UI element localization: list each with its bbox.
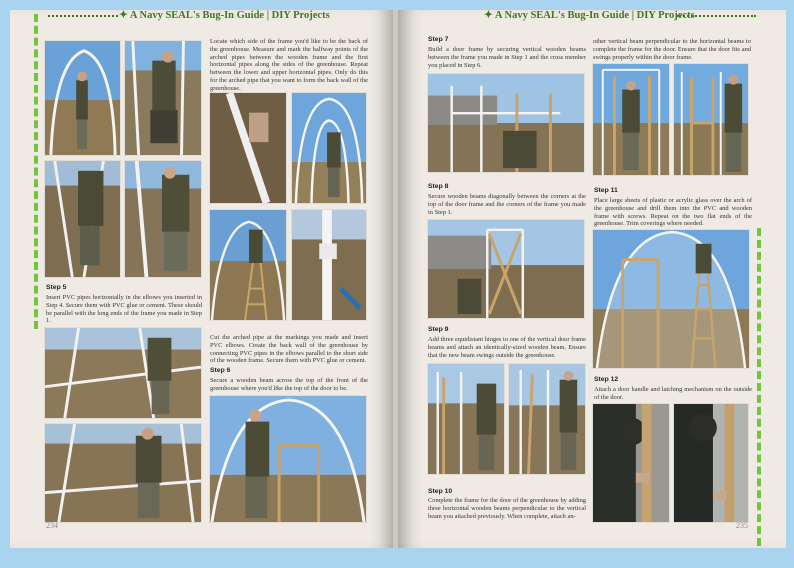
section-title: DIY Projects [636,10,695,21]
step6-title: Step 6 [210,367,231,374]
step5-text: Insert PVC pipes horizontally in the elbows you inserted in Step 4. Secure them with PVC glue or cement. These should be parallel with the long ends of the frame you made in Step 1. [46,294,202,325]
photo [592,229,750,369]
step11-title: Step 11 [594,187,618,194]
photo [209,209,287,321]
right-header: ✦ A Navy SEAL's Bug-In Guide | DIY Projects [484,10,695,21]
photo [592,63,670,176]
right-margin-rule [757,228,762,546]
photo [673,63,749,176]
photo [427,219,585,319]
book-title: A Navy SEAL's Bug-In Guide [494,10,630,21]
step7-text: Build a door frame by securing vertical wooden beams between the frame you made in Step 1 and the cross member you placed in Step 6. [428,46,586,69]
step5-title: Step 5 [46,284,67,291]
photo [44,423,202,523]
step8-text: Secure wooden beams diagonally between the corners at the top of the door frame and the corners of the frame you made in Step 1. [428,193,586,216]
left-header-dots [48,15,118,17]
photo [124,40,202,156]
step10-text: Complete the frame for the door of the greenhouse by adding three horizontal wooden beams perpendicular to the vertical beam you attached previously. When complete, attach an- [428,497,586,520]
page-number-right: 235 [736,521,748,530]
step11-text: Place large sheets of plastic or acrylic glass over the arch of the greenhouse and drill them into the PVC and wooden frame with screws. Repeat on the two flat ends of the greenhouse. Trim coverings where needed. [594,197,752,228]
photo [673,403,749,523]
photo [209,92,287,204]
photo [592,403,670,523]
step12-title: Step 12 [594,376,619,383]
photo [291,209,367,321]
step6-text: Secure a wooden beam across the top of the front of the greenhouse where you'd like the top of the door to be. [210,377,368,392]
step9-text: Add three equidistant hinges to one of the vertical door frame beams and attach an identically-sized wooden beam. Ensure that the new beam swings outside the greenhouse. [428,336,586,359]
photo [209,395,367,523]
photo [44,327,202,419]
photo [427,363,505,475]
header-star-icon: ✦ [119,10,128,21]
photo [427,73,585,173]
book-title: A Navy SEAL's Bug-In Guide [129,10,265,21]
photo [291,92,367,204]
left-margin-rule [34,14,39,329]
right-header-dots [676,15,756,17]
cut-text: Cut the arched pipe at the markings you made and insert PVC elbows. Create the back wall of the greenhouse by connecting PVC pipes in the elbows parallel to the short side of the wooden frame. Secure them with PVC glue or cement. [210,334,368,365]
step8-title: Step 8 [428,183,449,190]
other-text: other vertical beam perpendicular to the horizontal beams to complete the frame for the door. Ensure that the door fits and swings properly within the door frame. [593,38,751,61]
photo [44,160,121,278]
section-title: DIY Projects [271,10,330,21]
left-header: ✦ A Navy SEAL's Bug-In Guide | DIY Projects [119,10,330,21]
photo [44,40,121,156]
header-star-icon: ✦ [484,10,493,21]
step10-title: Step 10 [428,488,453,495]
step7-title: Step 7 [428,36,449,43]
step9-title: Step 9 [428,326,449,333]
photo [124,160,202,278]
intro-text: Locate which side of the frame you'd like to be the back of the greenhouse. Measure and mark the halfway points of the arched pipes between the wooden frame and the first horizontal pipes along the sides of the greenhouse. Repeat between the lower and upper horizontal pipes. Only do this for the arched pipe that you want to form the back wall of the greenhouse. [210,38,368,92]
page-number-left: 234 [46,521,58,530]
step12-text: Attach a door handle and latching mechanism on the outside of the door. [594,386,752,401]
photo [508,363,586,475]
